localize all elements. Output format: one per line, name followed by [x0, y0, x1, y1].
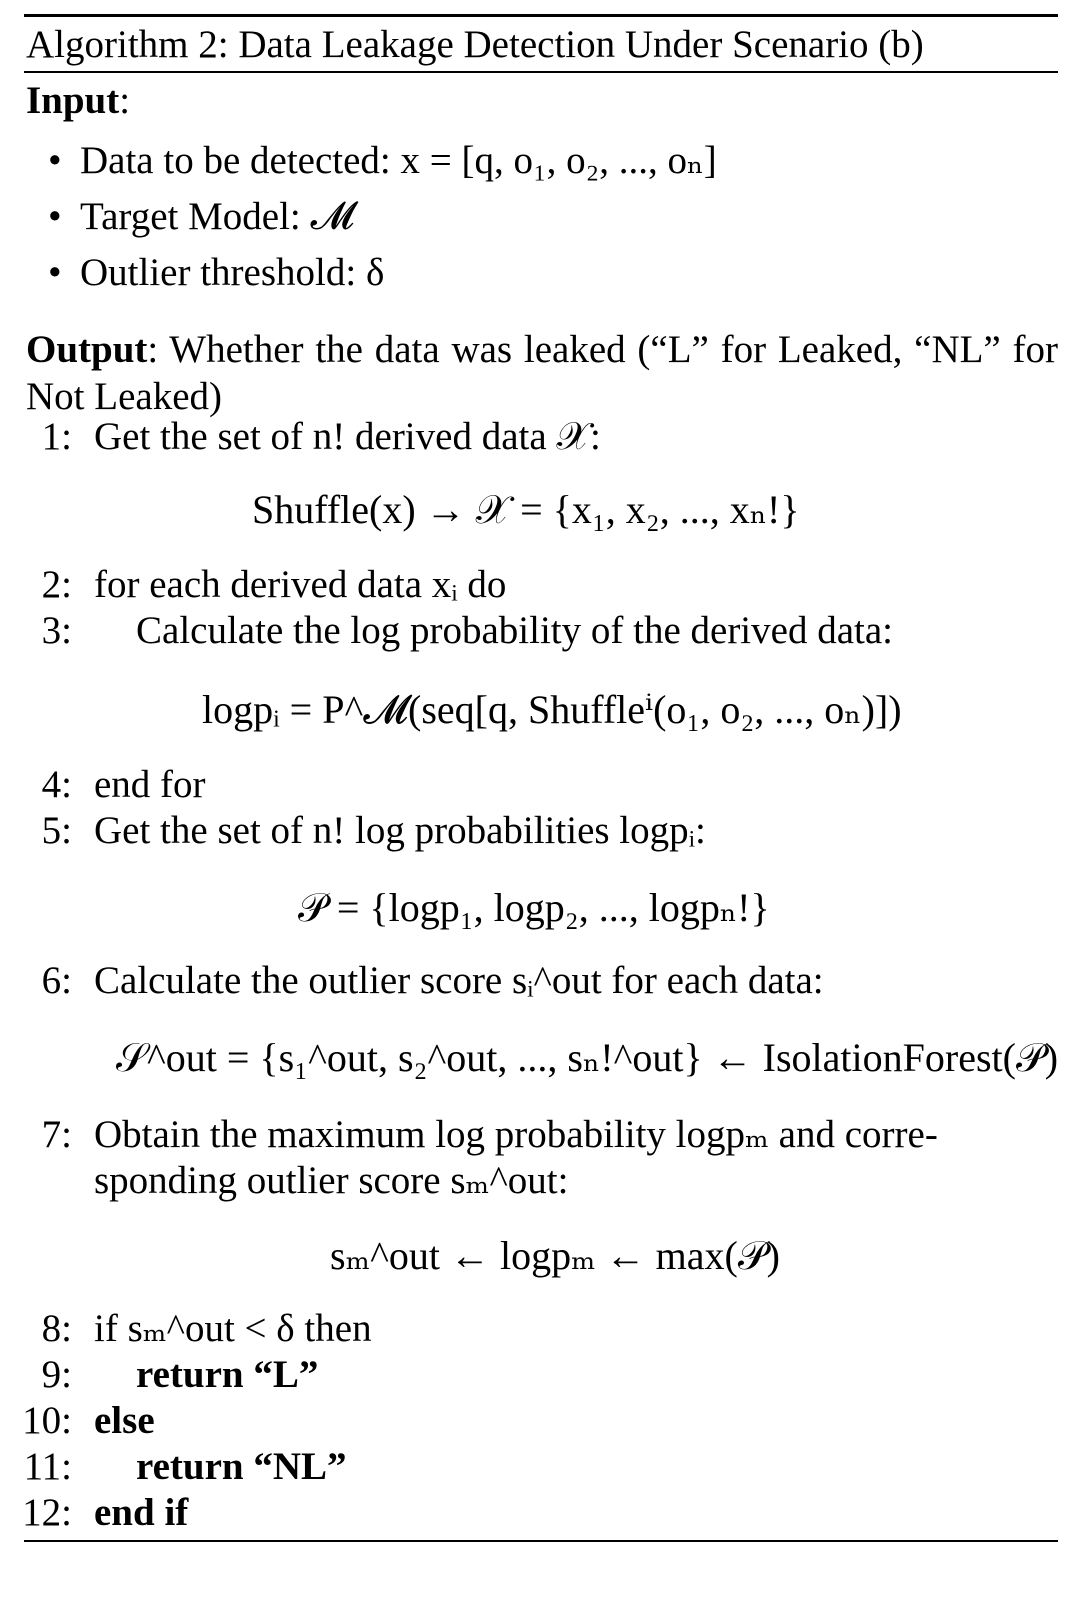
step-text: return “L” — [136, 1353, 319, 1396]
equation-probability-set: 𝒫 = {logp₁, logp₂, ..., logpₙ!} — [298, 885, 770, 930]
line-number: 3: — [41, 609, 72, 652]
step-text: else — [94, 1399, 155, 1442]
algorithm-title: Algorithm 2: Data Leakage Detection Under Scenario (b) — [26, 23, 924, 66]
step-text: if sₘ^out < δ then — [94, 1307, 372, 1350]
step-text: end for — [94, 763, 206, 806]
step-text: Calculate the outlier score sᵢ^out for each data: — [94, 959, 824, 1002]
equation-max: sₘ^out ← logpₘ ← max(𝒫) — [330, 1233, 780, 1278]
bottom-rule — [24, 1540, 1058, 1542]
line-number: 6: — [41, 959, 72, 1002]
step-text: Calculate the log probability of the derived data: — [136, 609, 893, 652]
equation-isolation-forest: 𝒮^out = {s₁^out, s₂^out, ..., sₙ!^out} ← IsolationForest(𝒫) — [116, 1035, 1059, 1080]
line-number: 1: — [41, 415, 72, 458]
input-item-data: • Data to be detected: x = [q, o₁, o₂, ..., oₙ] — [48, 139, 717, 182]
step-text: for each derived data xᵢ do — [94, 563, 507, 606]
line-number: 8: — [41, 1307, 72, 1350]
title-rule — [24, 71, 1058, 73]
top-rule — [24, 14, 1058, 17]
step-text: Get the set of n! log probabilities logpᵢ: — [94, 809, 706, 852]
step-text: sponding outlier score sₘ^out: — [94, 1159, 569, 1202]
step-text: end if — [94, 1491, 189, 1534]
output-description — [26, 326, 1058, 420]
line-number: 2: — [41, 563, 72, 606]
output-text: : Whether the data was leaked (“L” for Leaked, “NL” for Not Leaked) — [26, 328, 1058, 418]
input-header: Input: — [26, 79, 131, 122]
output-label: Output — [26, 328, 148, 371]
line-number: 5: — [41, 809, 72, 852]
input-text-0: Data to be detected: x = [q, o₁, o₂, ..., oₙ] — [80, 139, 717, 182]
input-item-model: • Target Model: 𝓜 — [48, 195, 355, 238]
input-item-threshold: • Outlier threshold: δ — [48, 251, 385, 294]
line-number: 9: — [41, 1353, 72, 1396]
line-number: 11: — [23, 1445, 72, 1488]
line-number: 12: — [22, 1491, 72, 1534]
line-number: 7: — [41, 1113, 72, 1156]
input-text-1: Target Model: 𝓜 — [80, 195, 355, 238]
step-text: Get the set of n! derived data 𝒳: — [94, 415, 601, 458]
line-number: 10: — [22, 1399, 72, 1442]
step-text: Obtain the maximum log probability logpₘ and corre- — [94, 1113, 938, 1156]
input-text-2: Outlier threshold: δ — [80, 251, 385, 294]
input-label: Input — [26, 79, 120, 122]
step-text: return “NL” — [136, 1445, 347, 1488]
equation-shuffle: Shuffle(x) → 𝒳 = {x₁, x₂, ..., xₙ!} — [252, 487, 800, 532]
line-number: 4: — [41, 763, 72, 806]
equation-log-probability: logpᵢ = P^𝓜(seq[q, Shuffleⁱ(o₁, o₂, ..., oₙ)]) — [202, 687, 902, 732]
